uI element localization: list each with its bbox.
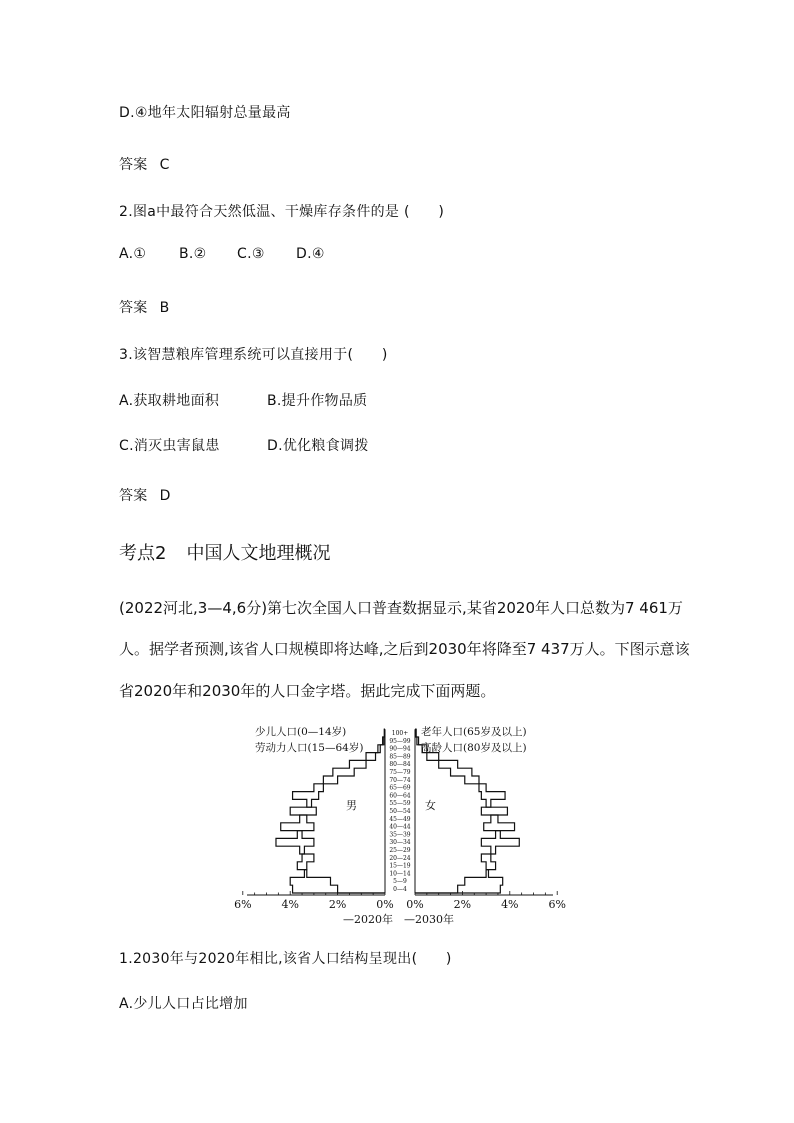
- age-label: 10—14: [389, 870, 411, 878]
- age-label: 0—4: [393, 886, 407, 893]
- section-heading: [119, 539, 330, 565]
- q3-option-d: D.优化粮食调拨: [267, 438, 369, 454]
- q-prev-option-d: D.④地年太阳辐射总量最高: [119, 105, 291, 121]
- age-label: 20—24: [389, 854, 411, 862]
- age-label: 45—49: [389, 815, 411, 823]
- answer-label: 答案: [119, 300, 148, 316]
- q2-option-c: C.③: [237, 246, 265, 262]
- intro-line-1: (2022河北,3—4,6分)第七次全国人口普查数据显示,某省2020年人口总数为7 461万: [119, 599, 683, 617]
- age-label: 55—59: [389, 800, 411, 808]
- age-label: 60—64: [389, 792, 411, 800]
- q-prev-answer: [119, 154, 170, 174]
- section-title: 中国人文地理概况: [186, 543, 331, 564]
- age-labels: [389, 730, 410, 893]
- age-label: 5—9: [393, 878, 407, 886]
- q3-stem: 3.该智慧粮库管理系统可以直接用于( ): [119, 347, 388, 363]
- x-tick-label-right: 6%: [548, 898, 566, 911]
- male-label: 男: [346, 799, 357, 812]
- answer-value: B: [159, 300, 170, 316]
- q3-answer: [119, 485, 171, 505]
- answer-value: D: [159, 488, 171, 504]
- legend-elderly: 老年人口(65岁及以上): [421, 726, 527, 738]
- intro-line-3: 省2020年和2030年的人口金字塔。据此完成下面两题。: [119, 682, 496, 700]
- q2-options: [119, 246, 325, 262]
- legend-2020: —2020年: [343, 913, 393, 926]
- age-label: 15—19: [389, 862, 411, 870]
- age-label: 50—54: [389, 808, 411, 815]
- answer-label: 答案: [119, 157, 148, 173]
- legend-children: 少儿人口(0—14岁): [255, 726, 347, 738]
- x-tick-label-left: 6%: [234, 898, 252, 911]
- age-label: 100+: [391, 730, 409, 737]
- age-label: 30—34: [389, 839, 411, 847]
- q-next-stem: 1.2030年与2020年相比,该省人口结构呈现出( ): [119, 951, 452, 967]
- q2-option-b: B.②: [179, 246, 207, 262]
- population-pyramid-chart: [234, 717, 566, 932]
- x-tick-label-left: 4%: [281, 898, 299, 911]
- age-label: 35—39: [389, 831, 411, 839]
- section-number: 考点2: [119, 543, 167, 564]
- legend-labor: 劳动力人口(15—64岁): [255, 742, 364, 754]
- q3-option-b: B.提升作物品质: [267, 393, 368, 409]
- female-label: 女: [425, 799, 436, 812]
- x-tick-label-left: 2%: [328, 898, 347, 911]
- x-tick-label-right: 0%: [406, 898, 424, 911]
- q3-option-a: A.获取耕地面积: [119, 393, 220, 409]
- q3-option-c: C.消灭虫害鼠患: [119, 438, 220, 454]
- q2-option-d: D.④: [296, 246, 325, 262]
- q2-stem: 2.图a中最符合天然低温、干燥库存条件的是 ( ): [119, 204, 445, 220]
- x-tick-label-right: 2%: [453, 898, 472, 911]
- age-label: 70—74: [389, 776, 411, 784]
- legend-very-old: 高龄人口(80岁及以上): [421, 742, 527, 754]
- age-label: 80—84: [389, 761, 411, 769]
- x-tick-label-left: 0%: [376, 898, 394, 911]
- q3-options-row1: [119, 390, 367, 410]
- x-axis: [234, 891, 566, 911]
- answer-label: 答案: [119, 488, 148, 504]
- intro-line-2: 人。据学者预测,该省人口规模即将达峰,之后到2030年将降至7 437万人。下图示意该: [119, 640, 690, 658]
- age-label: 95—99: [389, 737, 411, 745]
- q3-options-row2: [119, 435, 369, 455]
- age-label: 40—44: [389, 823, 411, 831]
- age-label: 90—94: [389, 745, 411, 753]
- legend-2030: —2030年: [404, 913, 454, 926]
- q2-answer: [119, 297, 170, 317]
- age-label: 85—89: [389, 753, 411, 761]
- q-next-option-a: A.少儿人口占比增加: [119, 996, 248, 1012]
- q2-option-a: A.①: [119, 246, 147, 262]
- x-tick-label-right: 4%: [501, 898, 519, 911]
- age-label: 65—69: [389, 784, 411, 792]
- age-label: 75—79: [389, 769, 411, 776]
- age-label: 25—29: [389, 847, 411, 854]
- answer-value: C: [159, 157, 170, 173]
